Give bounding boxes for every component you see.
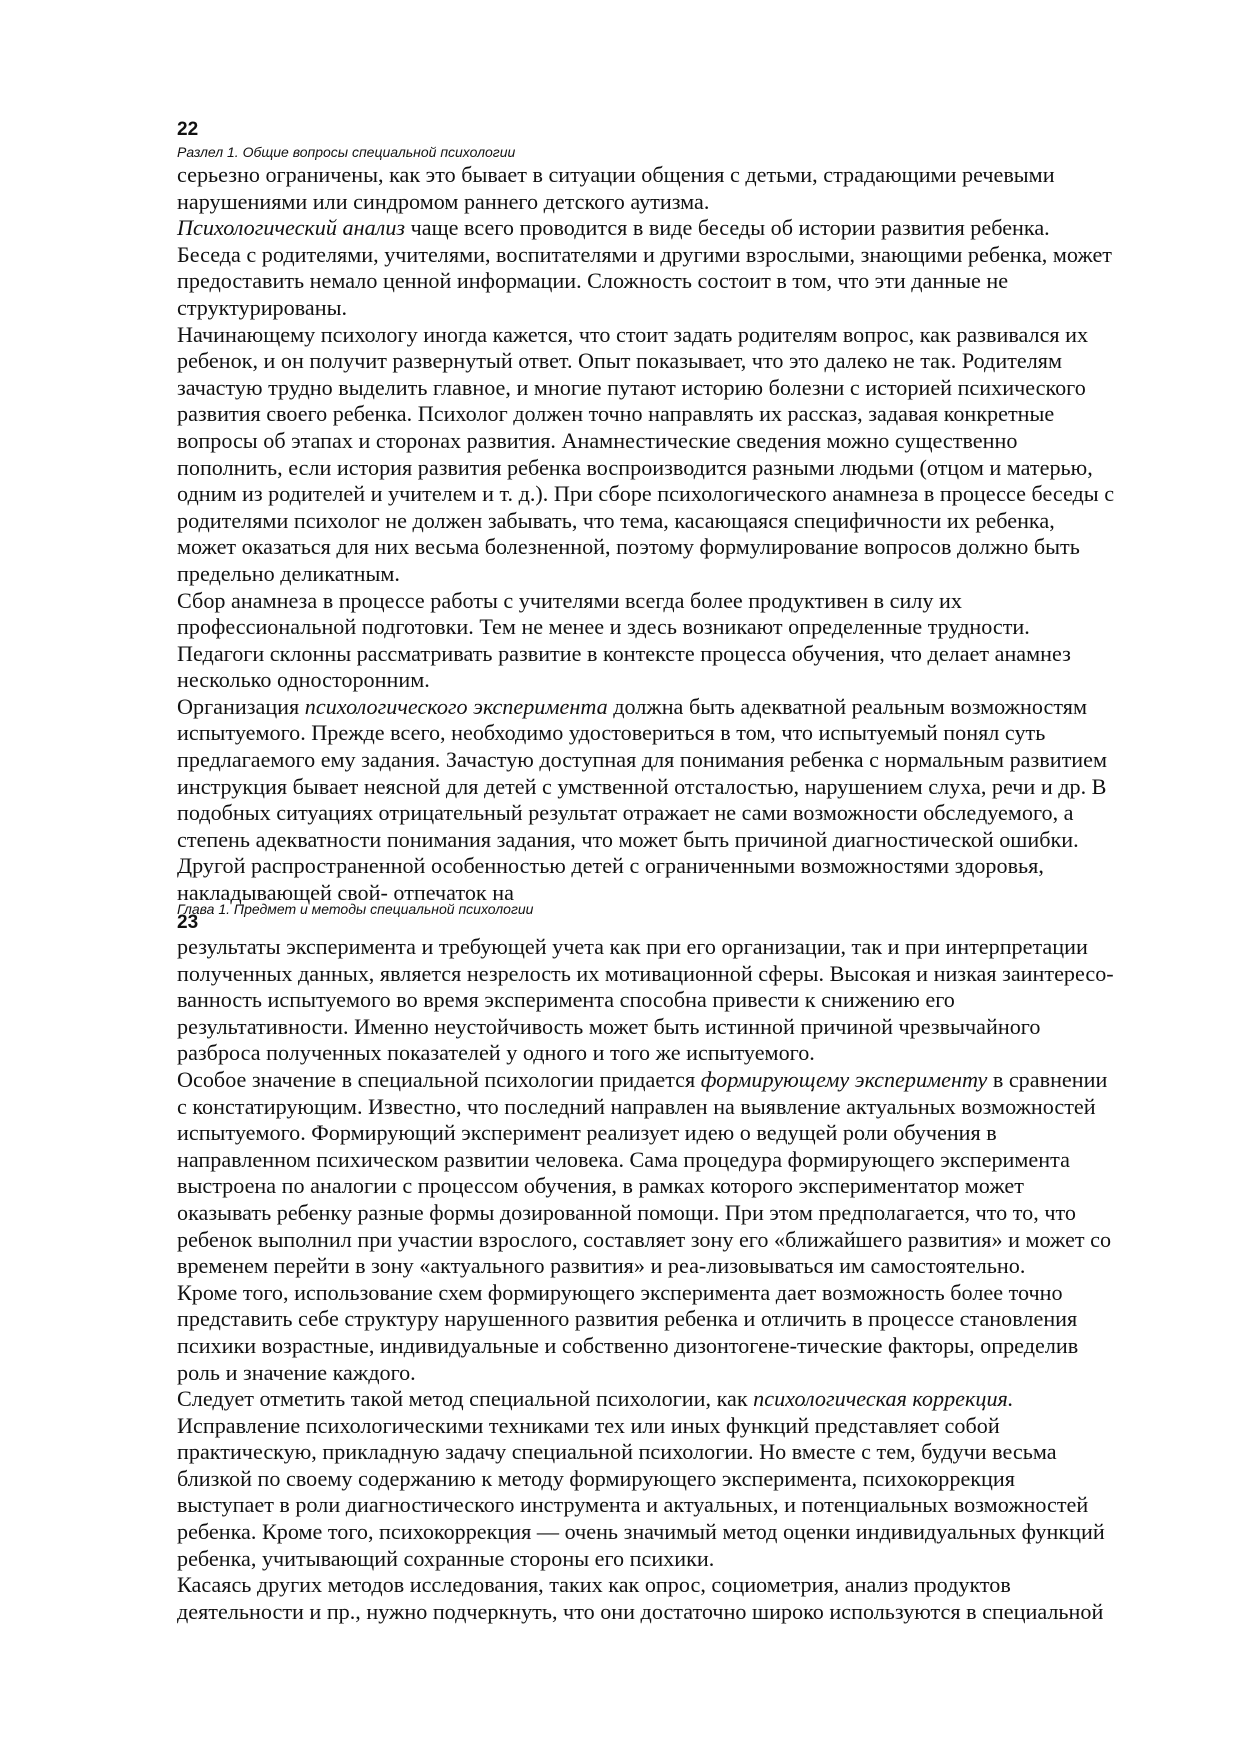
- text-line: [177, 1519, 1162, 1546]
- text-segment: роль и значение каждого.: [177, 1359, 416, 1385]
- text-line: [177, 694, 1162, 721]
- text-line: [177, 934, 1162, 961]
- text-line: [177, 1466, 1162, 1493]
- text-line: [177, 774, 1162, 801]
- text-segment: несколько односторонним.: [177, 667, 430, 693]
- text-segment: предоставить немало ценной информации. Сложность состоит в том, что эти данные не: [177, 268, 1009, 294]
- text-segment: Касаясь других методов исследования, таких как опрос, социометрия, анализ продуктов: [177, 1572, 1011, 1598]
- text-segment: Педагоги склонны рассматривать развитие в контексте процесса обучения, что делает анамнез: [177, 640, 1071, 666]
- text-line: [177, 1546, 1162, 1573]
- text-line: [177, 375, 1162, 402]
- text-line: [177, 1306, 1162, 1333]
- text-line: [177, 242, 1162, 269]
- text-line: [177, 853, 1162, 880]
- text-line: [177, 1280, 1162, 1307]
- text-segment: структурированы.: [177, 294, 348, 320]
- page-23-body-text: [177, 934, 1177, 1625]
- text-segment: испытуемого. Формирующий эксперимент реализует идею о ведущей роли обучения в: [177, 1120, 997, 1146]
- text-line: [177, 162, 1162, 189]
- text-line: [177, 1147, 1162, 1174]
- text-segment: нарушениями или синдромом раннего детского аутизма.: [177, 188, 710, 214]
- text-segment: ребенок выполнил при участии взрослого, составляет зону его «ближайшего развития» и может со: [177, 1226, 1112, 1252]
- text-line: [177, 614, 1162, 641]
- text-line: [177, 295, 1162, 322]
- text-segment: ребенка. Кроме того, психокоррекция — очень значимый метод оценки индивидуальных функций: [177, 1519, 1105, 1545]
- text-segment: должна быть адекватной реальным возможностям: [607, 693, 1087, 719]
- text-line: [177, 1120, 1162, 1147]
- text-line: [177, 1094, 1162, 1121]
- text-line: [177, 428, 1162, 455]
- text-segment: профессиональной подготовки. Тем не менее и здесь возникают определенные трудности.: [177, 614, 1030, 640]
- text-segment: чаще всего проводится в виде беседы об истории развития ребенка.: [405, 215, 1050, 241]
- text-segment: Особое значение в специальной психологии придается: [177, 1066, 701, 1092]
- text-line: [177, 481, 1162, 508]
- text-line: [177, 1599, 1162, 1626]
- text-segment: накладывающей свой- отпечаток на: [177, 880, 514, 906]
- text-line: [177, 1386, 1162, 1413]
- text-line: [177, 189, 1162, 216]
- text-segment: разброса полученных показателей у одного и того же испытуемого.: [177, 1040, 815, 1066]
- text-line: [177, 1492, 1162, 1519]
- text-line: [177, 1067, 1162, 1094]
- text-line: [177, 747, 1162, 774]
- text-line: [177, 1253, 1162, 1280]
- text-segment: одним из родителей и учителем и т. д.). При сборе психологического анамнеза в процессе беседы с: [177, 481, 1115, 507]
- text-segment: развития своего ребенка. Психолог должен точно направлять их рассказ, задавая конкретные: [177, 401, 1055, 427]
- text-segment: Кроме того, использование схем формирующего эксперимента дает возможность более точно: [177, 1279, 1063, 1305]
- text-line: [177, 800, 1162, 827]
- text-line: [177, 268, 1162, 295]
- page-22-body-text: [177, 162, 1177, 907]
- text-segment: подобных ситуациях отрицательный результат отражает не сами возможности обследуемого, а: [177, 800, 1074, 826]
- text-line: [177, 455, 1162, 482]
- text-segment: Исправление психологическими техниками тех или иных функций представляет собой: [177, 1412, 1000, 1438]
- text-segment: родителями психолог не должен забывать, что тема, касающаяся специфичности их ребенка,: [177, 507, 1055, 533]
- text-segment: деятельности и пр., нужно подчеркнуть, что они достаточно широко используются в специальной: [177, 1598, 1104, 1624]
- text-segment: может оказаться для них весьма болезненной, поэтому формулирование вопросов должно быть: [177, 534, 1080, 560]
- text-line: [177, 641, 1162, 668]
- italic-term: Психологический анализ: [177, 215, 406, 241]
- running-head-chapter: Глава 1. Предмет и методы специальной психологии: [177, 901, 534, 917]
- text-line: [177, 1439, 1162, 1466]
- text-segment: выстроена по аналогии с процессом обучения, в рамках которого экспериментатор может: [177, 1173, 1024, 1199]
- text-line: [177, 561, 1162, 588]
- text-line: [177, 401, 1162, 428]
- text-segment: Следует отметить такой метод специальной психологии, как: [177, 1386, 754, 1412]
- text-line: [177, 215, 1162, 242]
- text-line: [177, 1014, 1162, 1041]
- text-line: [177, 1360, 1162, 1387]
- text-line: [177, 508, 1162, 535]
- text-segment: Беседа с родителями, учителями, воспитателями и другими взрослыми, знающими ребенка, может: [177, 241, 1112, 267]
- text-line: [177, 961, 1162, 988]
- text-line: [177, 322, 1162, 349]
- text-segment: близкой по своему содержанию к методу формирующего эксперимента, психокоррекция: [177, 1465, 1015, 1491]
- running-head-section: Разлел 1. Общие вопросы специальной психологии: [177, 144, 516, 160]
- text-line: [177, 720, 1162, 747]
- text-segment: Начинающему психологу иногда кажется, что стоит задать родителям вопрос, как развивался их: [177, 321, 1089, 347]
- text-line: [177, 1040, 1162, 1067]
- text-line: [177, 1413, 1162, 1440]
- text-segment: временем перейти в зону «актуального развития» и реа-лизовываться им самостоятельно.: [177, 1253, 1026, 1279]
- text-line: [177, 827, 1162, 854]
- text-line: [177, 1227, 1162, 1254]
- text-segment: результативности. Именно неустойчивость может быть истинной причиной чрезвычайного: [177, 1013, 1041, 1039]
- text-segment: ребенок, и он получит развернутый ответ. Опыт показывает, что это далеко не так. Родителям: [177, 348, 1063, 374]
- text-segment: степень адекватности понимания задания, что может быть причиной диагностической ошибки.: [177, 826, 1079, 852]
- text-segment: вопросы об этапах и сторонах развития. Анамнестические сведения можно существенно: [177, 427, 1018, 453]
- text-segment: предельно деликатным.: [177, 560, 400, 586]
- text-line: [177, 1200, 1162, 1227]
- text-segment: ребенка, учитывающий сохранные стороны его психики.: [177, 1545, 715, 1571]
- text-line: [177, 667, 1162, 694]
- text-line: [177, 987, 1162, 1014]
- text-line: [177, 1173, 1162, 1200]
- text-segment: пополнить, если история развития ребенка воспроизводится разными людьми (отцом и матерью,: [177, 454, 1093, 480]
- text-segment: Организация: [177, 693, 305, 719]
- italic-term: формирующему эксперименту: [700, 1066, 988, 1092]
- text-segment: представить себе структуру нарушенного развития ребенка и отличить в процессе становления: [177, 1306, 1078, 1332]
- text-segment: серьезно ограничены, как это бывает в ситуации общения с детьми, страдающими речевыми: [177, 162, 1055, 187]
- text-segment: полученных данных, является незрелость их мотивационной сферы. Высокая и низкая заинтересо-: [177, 960, 1114, 986]
- page-number-22: 22: [177, 119, 199, 140]
- text-segment: практическую, прикладную задачу специальной психологии. Но вместе с тем, будучи весьма: [177, 1439, 1057, 1465]
- text-segment: Сбор анамнеза в процессе работы с учителями всегда более продуктивен в силу их: [177, 587, 962, 613]
- text-segment: ванность испытуемого во время эксперимента способна привести к снижению его: [177, 987, 955, 1013]
- italic-term: психологическая коррекция.: [753, 1386, 1014, 1412]
- text-segment: инструкция бывает неясной для детей с умственной отсталостью, нарушением слуха, речи и др. В: [177, 773, 1107, 799]
- text-segment: Другой распространенной особенностью детей с ограниченными возможностями здоровья,: [177, 853, 1044, 879]
- text-segment: оказывать ребенку разные формы дозированной помощи. При этом предполагается, что то, что: [177, 1199, 1076, 1225]
- text-segment: испытуемого. Прежде всего, необходимо удостовериться в том, что испытуемый понял суть: [177, 720, 1046, 746]
- text-line: [177, 588, 1162, 615]
- italic-term: психологического эксперимента: [304, 693, 608, 719]
- text-segment: зачастую трудно выделить главное, и многие путают историю болезни с историей психического: [177, 374, 1086, 400]
- text-segment: в сравнении: [987, 1066, 1108, 1092]
- text-segment: предлагаемого ему задания. Зачастую доступная для понимания ребенка с нормальным развитием: [177, 747, 1107, 773]
- text-segment: с констатирующим. Известно, что последний направлен на выявление актуальных возможностей: [177, 1093, 1096, 1119]
- text-segment: направленном психическом развитии человека. Сама процедура формирующего эксперимента: [177, 1146, 1070, 1172]
- text-line: [177, 1333, 1162, 1360]
- text-line: [177, 1572, 1162, 1599]
- text-line: [177, 348, 1162, 375]
- text-segment: выступает в роли диагностического инструмента и актуальных, и потенциальных возможностей: [177, 1492, 1089, 1518]
- text-line: [177, 534, 1162, 561]
- text-segment: результаты эксперимента и требующей учета как при его организации, так и при интерпретации: [177, 934, 1088, 959]
- text-segment: психики возрастные, индивидуальные и собственно дизонтогене-тические факторы, определив: [177, 1332, 1079, 1358]
- page-number-23: 23: [177, 912, 199, 933]
